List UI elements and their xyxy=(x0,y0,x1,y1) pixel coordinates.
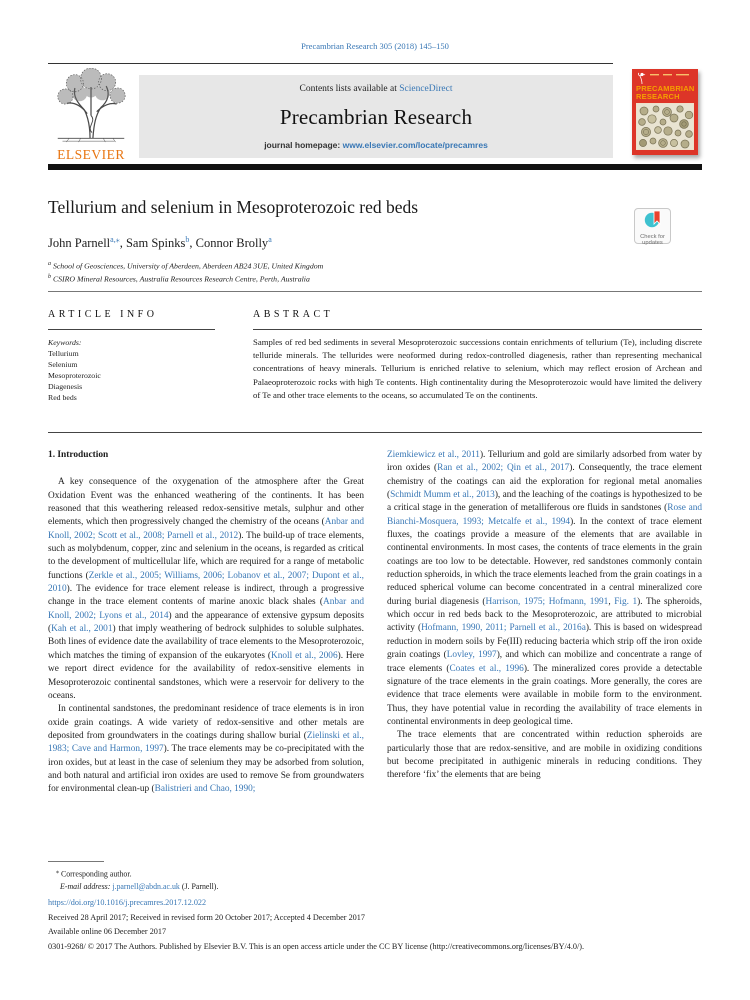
footnote-divider xyxy=(48,861,104,862)
corresponding-author-note: ⁎ Corresponding author. xyxy=(56,869,132,879)
affiliations xyxy=(48,259,648,285)
citation-link[interactable]: Zielinski et al., 1983; Cave and Harmon, 1997 xyxy=(48,730,364,755)
keyword-item: Tellurium xyxy=(48,349,79,358)
author-name: Connor Brolly xyxy=(195,236,269,251)
body-text: , xyxy=(608,596,615,607)
body-text: ). Consequently, the trace element chemistry of the coatings can aid the exploration for regional metal anomalies ( xyxy=(387,463,702,501)
affiliation-line: $^b$ CSIRO Mineral Resources, Australia Resources Research Centre, Perth, Australia xyxy=(48,274,310,284)
received-dates: Received 28 April 2017; Received in revised form 20 October 2017; Accepted 4 December 2017 xyxy=(48,912,365,922)
divider xyxy=(48,63,613,64)
body-text: In continental sandstones, the predominant residence of trace elements is in iron oxide grain coatings. A wide variety of redox-sensitive and other metals are deposited from groundwaters in the coatings during shallow burial ( xyxy=(48,704,364,741)
copyright-line: 0301-9268/ © 2017 The Authors. Published by Elsevier B.V. This is an open access article under the CC BY license (http://creativecommons.org/licenses/BY/4.0/). xyxy=(48,941,585,951)
author-affiliation-marker[interactable]: a xyxy=(268,235,272,244)
body-paragraph xyxy=(48,703,364,796)
body-text: ), and the leaching of the coatings is hypothesized to be a critical stage in the generation of metalliferous ore fluids in sandstones ( xyxy=(387,490,703,514)
keywords-list xyxy=(48,348,208,403)
keyword-item: Red beds xyxy=(48,393,77,402)
homepage-url-link[interactable]: www.elsevier.com/locate/precamres xyxy=(342,140,488,150)
cover-fossil-image xyxy=(636,103,694,150)
citation-link[interactable]: Anbar and Knoll, 2002; Scott et al., 2008; Parnell et al., 2012 xyxy=(48,517,364,541)
body-text: ). In the context of trace element fluxes, the coatings provide a measure of the elements that are available in continental environments. In most cases, the contents of trace elements in the grain coatings are too low to be detectable. However, red sandstones commonly contain reduction spheroids, in which the trace elements leached from the grain coatings in a reduced spherical volume can become concentrated in a central mineralized core during burial diagenesis ( xyxy=(387,516,703,607)
body-text: ) that imply weathering of bedrock sulphides to soluble sulphates. Both lines of evidence date the availability of trace elements to the Mesoproterozoic, which matches the timing of expansion of the eukaryotes ( xyxy=(48,624,364,661)
journal-masthead xyxy=(139,75,613,158)
body-text: ). The mineralized cores provide a detectable signature of the trace elements in the grain coatings. More generally, the cores are evidence that trace elements were available in mobile form to the environment. Thus, they have potential value in recording the availability of trace elements in continental environments in deep geological time. xyxy=(387,663,703,727)
body-text: ). The spheroids, which occur in red beds back to the Mesoproterozoic, are attributed to microbial activity ( xyxy=(387,596,702,634)
article-footer xyxy=(48,896,708,954)
elsevier-wordmark: ELSEVIER xyxy=(57,147,125,162)
column-paragraphs xyxy=(387,449,702,783)
body-text: ) and the appearance of extensive gypsum deposits ( xyxy=(48,610,364,635)
abstract-heading: ABSTRACT xyxy=(253,309,334,320)
affiliation-line: $^a$ School of Geosciences, University of Aberdeen, Aberdeen AB24 3UE, United Kingdom xyxy=(48,261,324,271)
body-text: ). Here we report direct evidence for the availability of redox-sensitive elements in Mesoproterozoic continental sandstones, which were a reservoir for delivery to the oceans. xyxy=(48,650,364,701)
elsevier-tree-icon xyxy=(48,68,134,144)
citation-link[interactable]: Ran et al., 2002; Qin et al., 2017 xyxy=(437,463,570,474)
citation-link[interactable]: Balistrieri and Chao, 1990; xyxy=(154,784,256,795)
check-updates-icon xyxy=(643,211,663,229)
divider xyxy=(48,329,215,330)
citation-link[interactable]: Kah et al., 2001 xyxy=(51,624,113,635)
author-name: John Parnell xyxy=(48,236,111,251)
footnote xyxy=(48,866,378,893)
article-info-heading: ARTICLE INFO xyxy=(48,309,158,320)
article-title: Tellurium and selenium in Mesoproterozoic red beds xyxy=(48,197,419,217)
sciencedirect-link[interactable]: ScienceDirect xyxy=(399,84,453,94)
body-text: The trace elements that are concentrated within reduction spheroids are particularly those that are redox-sensitive, and are mobile in oxidizing conditions but become precipitated in authigenic minerals in reducing conditions. They therefore ‘fix’ the elements that are being xyxy=(387,730,702,781)
body-paragraph xyxy=(48,476,364,703)
body-text: ). The evidence for trace element release is indirect, through a progressive change in the trace element contents of marine anoxic black shales ( xyxy=(48,584,364,608)
citation-link[interactable]: Hofmann, 1990, 2011; Parnell et al., 2016a xyxy=(421,623,586,634)
citation-link[interactable]: Fig. 1 xyxy=(614,596,638,607)
elsevier-logo[interactable] xyxy=(46,68,136,162)
divider xyxy=(48,432,702,433)
body-text: ). The trace elements may be co-precipitated with the iron oxides, but at least in the case of selenium they may be adsorbed from solution, and both natural and artificial iron oxides are used to remove Se from groundwaters for environmental clean-up ( xyxy=(48,744,364,795)
citation-link[interactable]: Schmidt Mumm et al., 2013 xyxy=(390,490,495,501)
citation-link[interactable]: Knoll et al., 2006 xyxy=(271,650,338,661)
citation-link[interactable]: Harrison, 1975; Hofmann, 1991 xyxy=(485,596,609,607)
citation-link[interactable]: Rose and Bianchi-Mosquera, 1993; Metcalfe et al., 1994 xyxy=(387,503,703,527)
keyword-item: Mesoproterozoic xyxy=(48,371,101,380)
journal-title: Precambrian Research xyxy=(279,104,473,129)
author-affiliation-marker[interactable]: a,⁎ xyxy=(110,235,120,244)
body-text: ), and which can mobilize and concentrate a range of trace elements ( xyxy=(387,650,702,674)
citation-link[interactable]: Lovley, 1997 xyxy=(446,650,497,661)
citation-link[interactable]: Zerkle et al., 2005; Williams, 2006; Lobanov et al., 2007; Dupont et al., 2010 xyxy=(48,570,364,595)
cover-issue-info xyxy=(648,72,692,78)
email-link[interactable]: j.parnell@abdn.ac.uk xyxy=(112,881,180,891)
contents-line: Contents lists available at ScienceDirect xyxy=(299,84,453,94)
column-paragraphs xyxy=(48,476,364,796)
keywords-label: Keywords: xyxy=(48,338,82,347)
doi-link[interactable]: https://doi.org/10.1016/j.precamres.2017.12.022 xyxy=(48,898,207,907)
divider xyxy=(253,329,702,330)
citation-link[interactable]: Ziemkiewicz et al., 2011 xyxy=(387,450,480,460)
header-citation-link[interactable]: Precambrian Research 305 (2018) 145–150 xyxy=(301,41,449,51)
available-online: Available online 06 December 2017 xyxy=(48,927,167,937)
body-paragraph xyxy=(387,729,702,782)
citation-link[interactable]: Anbar and Knoll, 2002; Lyons et al., 2014 xyxy=(48,597,364,621)
keyword-item: Selenium xyxy=(48,360,78,369)
cover-title: PRECAMBRIAN RESEARCH xyxy=(636,84,695,101)
body-text: A key consequence of the oxygenation of the atmosphere after the Great Oxidation Event was the enhanced weathering of the continents. It has been reasoned that this weathering released redox-sensitive metals, sulphur and other elements, which then progressively changed the chemistry of the oceans ( xyxy=(48,477,364,528)
homepage-line: journal homepage: www.elsevier.com/locate/precamres xyxy=(264,140,488,150)
citation-link[interactable]: Coates et al., 1996 xyxy=(449,663,524,674)
abstract-text: Samples of red bed sediments in several Mesoproterozoic successions contain enrichments of tellurium (Te), including discrete telluride minerals. The tellurides were neoformed during redox-controlled diagenesis, rather than representing mechanical concentrations of heavy minerals. Tellurium is enriched relative to selenium, which may reflect erosion of Archean and Palaeoproterozoic rocks with high Te contents. High continentality during the Mesoproterozoic would have limited the delivery of Te and other trace elements to the oceans, so accumulated Te on the continents. xyxy=(253,337,702,400)
body-text: ). Tellurium and gold are similarly adsorbed from water by iron oxides ( xyxy=(387,450,702,474)
keywords-block xyxy=(48,337,208,403)
divider xyxy=(48,291,702,292)
body-text: ). This is based on widespread reduction in modern soils by Fe(III) reducing bacteria which strip off the iron oxide grain coatings ( xyxy=(387,623,702,661)
keyword-item: Diagenesis xyxy=(48,382,83,391)
body-paragraph xyxy=(387,449,702,729)
body-text: ). The build-up of trace elements, such as molybdenum, copper, zinc and selenium in the oceans, is regarded as critical to the development of multicellular life, which are required for a range of metabolic functions ( xyxy=(48,530,364,581)
section-heading: 1. Introduction xyxy=(48,450,109,460)
masthead-rule xyxy=(48,164,702,170)
journal-cover-thumbnail[interactable] xyxy=(632,69,698,155)
authors-line: John Parnell$^{a,⁎}$, Sam Spinks$^b$, Connor Brolly$^a$ xyxy=(48,235,272,251)
author-name: Sam Spinks xyxy=(125,236,186,251)
email-line: E-mail address: j.parnell@abdn.ac.uk (J. Parnell). xyxy=(60,881,219,891)
check-for-updates-badge[interactable]: Check for updates xyxy=(634,208,671,244)
body-column-right xyxy=(387,449,702,783)
body-column-left xyxy=(48,449,364,797)
author-affiliation-marker[interactable]: b xyxy=(185,235,190,244)
